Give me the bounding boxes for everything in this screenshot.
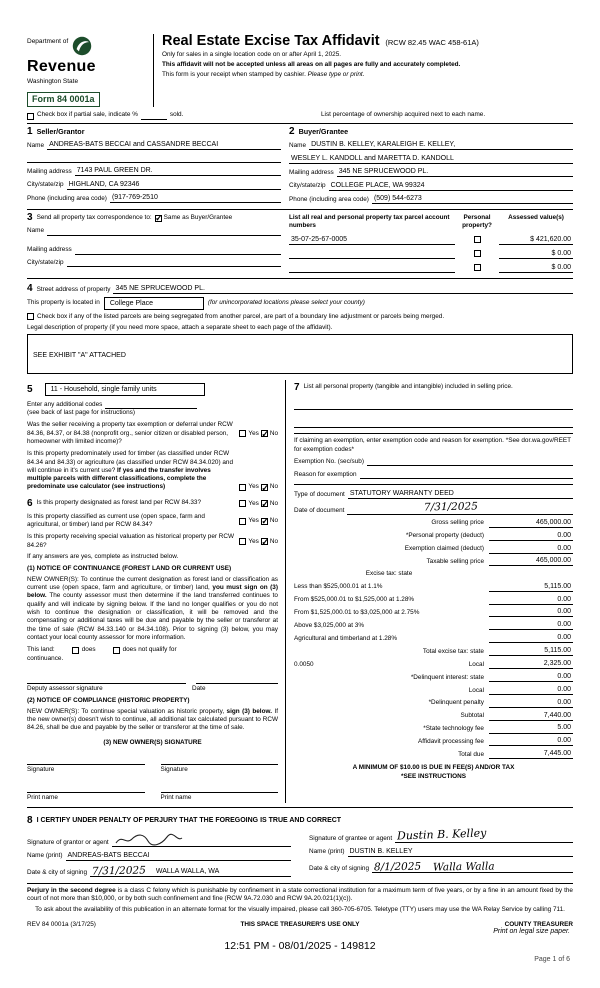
question-forest [27, 499, 278, 509]
send-correspondence-label: Send all property tax correspondence to: [36, 213, 152, 221]
state-technology-fee-value[interactable]: 5.00 [489, 723, 573, 733]
delinquent-penalty-value[interactable]: 0.00 [489, 698, 573, 708]
tax-label: Taxable selling price [426, 558, 484, 566]
timber-question-text [27, 450, 239, 492]
buyer-section [289, 127, 573, 205]
deputy-date-field[interactable] [196, 675, 278, 684]
buyer-mailing-field[interactable]: 345 NE SPRUCEWOOD PL. [337, 167, 573, 177]
agricultural-tax-value[interactable]: 0.00 [489, 633, 573, 643]
minimum-due-note: A MINIMUM OF $10.00 IS DUE IN FEE(S) AND/OR TAX [352, 764, 515, 772]
additional-codes-label: Enter any additional codes [27, 400, 103, 408]
personal-property-checkbox-2[interactable] [474, 250, 481, 257]
perjury-notice [27, 883, 573, 903]
no-label: No [269, 483, 278, 491]
yes-label: Yes [248, 499, 259, 507]
grantee-signature-field[interactable] [395, 826, 573, 843]
grantor-city-text: WALLA WALLA, WA [155, 868, 220, 876]
compliance-text-b: If the new owner(s) doesn't wish to continue, all additional tax calculated pursuant to RCW 84.26, shall be due and payable by the seller or transferor at the time of sale. [27, 707, 278, 732]
form-rcw: (RCW 82.45 WAC 458-61A) [385, 38, 479, 47]
partial-sale-row [27, 111, 573, 123]
parcel-table [289, 213, 573, 273]
tax-label: Subtotal [460, 712, 484, 720]
street-address-label: Street address of property [36, 285, 111, 293]
seller-title: Seller/Grantor [36, 126, 85, 136]
historical-yes-no [239, 533, 278, 550]
date-of-document-handwriting: 7/31/2025 [424, 500, 479, 514]
seller-name-label: Name [27, 141, 45, 149]
buyer-name-field[interactable]: DUSTIN B. KELLEY, KARALEIGH E. KELLEY, [309, 140, 573, 150]
correspondence-left [27, 213, 289, 273]
deputy-assessor-label: Deputy assessor signature [27, 685, 103, 693]
continuance-text-a: NEW OWNER(S): To continue the current designation as forest land or classification as current use (open space, farm and agriculture, or timber) land, [27, 575, 278, 592]
personal-property-intro: List all personal property (tangible and intangible) included in selling price. [303, 383, 513, 391]
tax-label: Total due [458, 750, 484, 758]
personal-property-checkbox-1[interactable] [474, 236, 481, 243]
segregated-checkbox[interactable] [27, 313, 34, 320]
grantor-signing-block [27, 827, 291, 878]
seller-mailing-field[interactable]: 7143 PAUL GREEN DR. [75, 166, 281, 176]
form-title: Real Estate Excise Tax Affidavit [162, 33, 380, 49]
exemption-no-field[interactable] [367, 457, 573, 466]
partial-percent-field[interactable] [141, 112, 167, 120]
no-label: No [269, 537, 278, 545]
grantee-signature-label: Signature of grantee or agent [309, 834, 393, 842]
same-as-buyer-label: Same as Buyer/Grantee [163, 213, 233, 221]
header-note-3a: This form is your receipt when stamped by cashier. [162, 71, 306, 79]
question-historical [27, 533, 278, 550]
new-owner-print-field-1[interactable] [27, 784, 145, 793]
located-in-label: This property is located in [27, 299, 100, 307]
corr-name-label: Name [27, 227, 45, 235]
no-label: No [269, 516, 278, 524]
buyer-name-label: Name [289, 141, 307, 149]
historical-question-text: Is this property receiving special valuation as historical property per RCW 84.26? [27, 533, 235, 549]
current-use-yes-checkbox[interactable] [239, 518, 246, 525]
parcel-row [289, 263, 573, 273]
new-owner-signature-field-1[interactable] [27, 756, 145, 765]
certification-section [27, 813, 573, 878]
corr-city-label: City/state/zip [27, 258, 64, 266]
same-as-buyer-checkbox[interactable] [155, 215, 162, 222]
cashier-stamp: 12:51 PM - 08/01/2025 - 149812 [224, 940, 376, 952]
question-timber [27, 450, 278, 492]
total-due-value[interactable]: 7,445.00 [489, 749, 573, 759]
parcel-row [289, 249, 573, 259]
notice-continuance-heading: (1) NOTICE OF CONTINUANCE (FOREST LAND OR CURRENT USE) [27, 565, 232, 573]
assessed-value-field[interactable]: $ 421,620.00 [499, 235, 573, 245]
date-of-document-label: Date of document [294, 506, 345, 514]
grantor-date-handwriting: 7/31/2025 [91, 864, 146, 878]
forest-no-checkbox[interactable] [261, 500, 268, 507]
revenue-logo-icon [72, 36, 92, 59]
form-header [27, 34, 573, 107]
total-state-excise-value[interactable]: 5,115.00 [489, 646, 573, 656]
ownership-note: List percentage of ownership acquired next to each name. [321, 111, 486, 119]
buyer-phone-field[interactable]: (509) 544-6273 [372, 194, 573, 204]
timber-question-normal: Is this property predominately used for timber (as classified under RCW 84.34 and 84.33) or agriculture (as classified under RCW 84.34.020) and will continue in it's current use? [27, 450, 234, 474]
form-number: Form 84 0001a [27, 92, 100, 108]
if-yes-note: If any answers are yes, complete as instructed below. [27, 553, 179, 561]
new-owner-print-field-2[interactable] [161, 784, 279, 793]
sold-label: sold. [169, 111, 184, 119]
tax-label: Less than $525,000.01 at 1.1% [294, 583, 383, 591]
buyer-phone-label: Phone (including area code) [289, 195, 369, 203]
corr-mailing-label: Mailing address [27, 246, 72, 254]
yes-label: Yes [248, 516, 259, 524]
grantee-name-print-field[interactable]: DUSTIN B. KELLEY [348, 847, 573, 857]
tax-label: *Delinquent penalty [428, 699, 484, 707]
compliance-text-a: NEW OWNER(S): To continue special valuation as historic property, [27, 707, 225, 715]
header-note-3b: Please type or print. [307, 71, 365, 79]
tax-label: *Personal property (deduct) [405, 532, 484, 540]
historical-no-checkbox[interactable] [261, 538, 268, 545]
tax-label: From $1,525,000.01 to $3,025,000 at 2.75% [294, 609, 420, 617]
yes-label: Yes [248, 429, 259, 437]
does-not-checkbox[interactable] [113, 647, 120, 654]
print-footer [0, 926, 600, 986]
additional-codes-field[interactable] [105, 400, 197, 409]
tax-label: Affidavit processing fee [418, 738, 484, 746]
exemption-note: If claiming an exemption, enter exemption code and reason for exemption. *See dor.wa.gov/REET for exemption codes* [294, 437, 571, 453]
timber-question-bold: If yes and the transfer involves multiple parcels with different classifications, complete the predominate use calculator (see instructions) [27, 466, 211, 491]
grantee-date-city-field[interactable] [372, 860, 573, 873]
gross-selling-price-value[interactable]: 465,000.00 [489, 518, 573, 528]
seller-section [27, 127, 289, 205]
perjury-rest: is a class C felony which is punishable by confinement in a state correctional institution for a maximum term of five years, or by a fine in an amount fixed by the court of not more than $10,000, or by both such confinement and fine (RCW 9A.72.030 and RCW 9A.20.021(1)(c)). [27, 886, 573, 903]
timber-yes-no [239, 483, 278, 491]
legal-description-field[interactable]: SEE EXHIBIT "A" ATTACHED [27, 334, 573, 374]
tax-label: Above $3,025,000 at 3% [294, 622, 364, 630]
tier2-tax-value[interactable]: 0.00 [489, 595, 573, 605]
new-owners-signature-heading: (3) NEW OWNER(S) SIGNATURE [103, 738, 202, 746]
exemption-no-checkbox[interactable] [261, 430, 268, 437]
segregated-label: Check box if any of the listed parcels are being segregated from another parcel, are part of a boundary line adjustment or parcels being merged. [37, 313, 445, 321]
seller-mailing-label: Mailing address [27, 167, 72, 175]
grantor-date-city-field[interactable] [90, 864, 291, 877]
tier3-tax-value[interactable]: 0.00 [489, 607, 573, 617]
tax-label: Agricultural and timberland at 1.28% [294, 634, 398, 642]
yes-label: Yes [248, 537, 259, 545]
delinquent-interest-state-value[interactable]: 0.00 [489, 672, 573, 682]
type-of-document-field[interactable]: STATUTORY WARRANTY DEED [348, 489, 573, 499]
this-land-label: This land: [27, 646, 55, 654]
parcel-number-field-3[interactable] [289, 264, 455, 273]
current-use-question-text: Is this property classified as current use (open space, farm and agricultural, or timber) land per RCW 84.34? [27, 512, 205, 529]
certify-statement: I CERTIFY UNDER PENALTY OF PERJURY THAT THE FOREGOING IS TRUE AND CORRECT [36, 817, 342, 825]
tier1-tax-value[interactable]: 5,115.00 [489, 582, 573, 592]
parcel-row [289, 235, 573, 245]
does-not-label: does not qualify for [122, 646, 177, 654]
seller-city-field[interactable]: HIGHLAND, CA 92346 [67, 180, 281, 190]
reason-exemption-label: Reason for exemption [294, 470, 357, 478]
section-6-number: 6 [27, 497, 33, 509]
exemption-claimed-value[interactable]: 0.00 [489, 544, 573, 554]
page-number: Page 1 of 6 [534, 956, 570, 963]
exemption-yes-no [239, 421, 278, 446]
seller-phone-label: Phone (including area code) [27, 194, 107, 202]
tax-label: From $525,000.01 to $1,525,000 at 1.28% [294, 596, 415, 604]
signature-label-2: Signature [160, 766, 188, 774]
grantee-signature-ink: Dustin B. Kelley [396, 826, 487, 843]
no-label: No [269, 499, 278, 507]
form-body [27, 34, 573, 930]
located-note: (for unincorporated locations please select your county) [207, 299, 365, 307]
street-address-field[interactable]: 345 NE SPRUCEWOOD PL. [113, 284, 573, 294]
perjury-bold: Perjury in the second degree [27, 886, 116, 894]
parties-section [27, 124, 573, 211]
question-exemption [27, 421, 278, 446]
agency-name: Revenue [27, 58, 96, 76]
personal-property-field-1[interactable] [294, 401, 573, 410]
parcel-number-field[interactable]: 35-07-25-67-0005 [289, 235, 455, 245]
forest-yes-no [239, 499, 278, 509]
grantor-name-print-label: Name (print) [27, 852, 63, 860]
title-block [153, 34, 573, 107]
personal-property-field-2[interactable] [294, 419, 573, 428]
compliance-text-bold: sign (3) below. [226, 707, 272, 715]
section-7-number: 7 [294, 382, 300, 394]
see-instructions-note: *SEE INSTRUCTIONS [401, 772, 466, 780]
tax-label: Local [468, 660, 484, 668]
buyer-mailing-label: Mailing address [289, 168, 334, 176]
personal-property-checkbox-3[interactable] [474, 264, 481, 271]
section-1-number: 1 [27, 125, 33, 137]
seller-name-field-2[interactable] [27, 154, 281, 163]
treasurer-space-label: THIS SPACE TREASURER'S USE ONLY [240, 921, 360, 929]
timber-yes-checkbox[interactable] [239, 484, 246, 491]
grantor-date-city-label: Date & city of signing [27, 868, 88, 876]
grantee-date-handwriting: 8/1/2025 [373, 860, 422, 874]
local-rate: 0.0050 [294, 660, 314, 668]
deputy-date-label: Date [192, 685, 206, 693]
personal-property-deduct-value[interactable]: 0.00 [489, 531, 573, 541]
tax-label: *State technology fee [423, 725, 484, 733]
yes-label: Yes [248, 483, 259, 491]
continuance-text-bold: you must sign on (3) below. [27, 584, 278, 600]
buyer-name-field-2[interactable]: WESLEY L. KANDOLL and MARETTA D. KANDOLL [289, 154, 573, 164]
exemption-yes-checkbox[interactable] [239, 430, 246, 437]
agency-block [27, 34, 153, 107]
property-section [27, 279, 573, 378]
question-current-use [27, 513, 278, 530]
grantee-name-print-label: Name (print) [309, 848, 345, 856]
buyer-city-label: City/state/zip [289, 182, 326, 190]
header-note-3 [162, 71, 573, 79]
historical-yes-checkbox[interactable] [239, 538, 246, 545]
tax-label: Total excise tax: state [422, 647, 484, 655]
section-8-number: 8 [27, 814, 33, 826]
corr-city-field[interactable] [67, 258, 281, 267]
no-label: No [269, 429, 278, 437]
personal-property-col-header: Personal property? [462, 214, 492, 230]
left-column [27, 380, 285, 802]
excise-tax-state-header: Excise tax: state [365, 570, 413, 578]
current-use-no-checkbox[interactable] [261, 518, 268, 525]
deputy-assessor-signature-field[interactable] [27, 675, 186, 684]
legal-paper-note: Print on legal size paper. [493, 928, 570, 935]
section-3-number: 3 [27, 212, 33, 224]
right-column [285, 380, 573, 802]
subtotal-value[interactable]: 7,440.00 [489, 711, 573, 721]
tax-label: Local [468, 686, 484, 694]
correspondence-section [27, 210, 573, 279]
seller-phone-field[interactable]: (917-769-2510 [110, 193, 281, 203]
location-select[interactable]: College Place [104, 297, 204, 310]
seller-city-label: City/state/zip [27, 181, 64, 189]
notice-compliance-text [27, 708, 278, 733]
does-checkbox[interactable] [72, 647, 79, 654]
tier4-tax-value[interactable]: 0.00 [489, 620, 573, 630]
county-treasurer-label: COUNTY TREASURER [504, 921, 573, 929]
signature-label-1: Signature [27, 766, 55, 774]
notice-continuance-text [27, 576, 278, 643]
print-name-label-1: Print name [27, 794, 58, 802]
continuance-text-b: The county assessor must then determine if the land transferred continues to qualify and will indicate by signing below. If the land no longer qualifies or you do not wish to continue the designation or classification, it will be removed and the compensating or additional taxes will be due and payable by the seller or transferor at the time of sale (RCW 84.33.140 or 84.34.108). Prior to signing (3) below, you may contact your local county assessor for more information. [27, 592, 278, 642]
header-note-2: This affidavit will not be accepted unless all areas on all pages are fully and accurately completed. [162, 61, 461, 69]
exemption-no-label: Exemption No. (sec/sub) [294, 458, 364, 466]
header-note-1: Only for sales in a single location code on or after April 1, 2025. [162, 51, 342, 59]
tax-label: *Delinquent interest: state [410, 673, 484, 681]
additional-codes-note: (see back of last page for instructions) [27, 408, 135, 416]
grantor-name-print-field[interactable]: ANDREAS-BATS BECCAI [66, 851, 291, 861]
use-code-select[interactable]: 11 - Household, single family units [45, 383, 205, 396]
print-name-label-2: Print name [160, 794, 192, 802]
exemption-question-text: Was the seller receiving a property tax exemption or deferral under RCW 84.36, 84.37, or 84.38 (nonprofit org., senior citizen or disabled person, homeowner with limited income)? [27, 421, 233, 445]
new-owner-signature-field-2[interactable] [161, 756, 279, 765]
taxable-selling-price-value[interactable]: 465,000.00 [489, 556, 573, 566]
grantor-signature-label: Signature of grantor or agent [27, 838, 109, 846]
dept-of-label: Department of [27, 38, 69, 45]
forest-yes-checkbox[interactable] [239, 500, 246, 507]
section-2-number: 2 [289, 125, 295, 137]
agency-sub: Washington State [27, 78, 79, 86]
delinquent-interest-local-value[interactable]: 0.00 [489, 685, 573, 695]
tax-label: Exemption claimed (deduct) [404, 545, 484, 553]
type-of-document-label: Type of document [294, 490, 345, 498]
local-tax-value[interactable]: 2,325.00 [489, 659, 573, 669]
middle-columns [27, 380, 573, 807]
alternate-format-note: To ask about the availability of this publication in an alternate format for the visually impaired, please call 360-705-6705. Teletype (TTY) users may use the WA Relay Service by calling 711. [35, 905, 565, 913]
assessed-value-field-2[interactable]: $ 0.00 [499, 249, 573, 259]
parcel-col-header: List all real and personal property tax parcel account numbers [289, 214, 450, 230]
rev-number: REV 84 0001a (3/17/25) [27, 921, 96, 929]
grantee-date-city-label: Date & city of signing [309, 864, 370, 872]
reason-exemption-field[interactable] [360, 470, 573, 479]
buyer-city-field[interactable]: COLLEGE PLACE, WA 99324 [329, 181, 573, 191]
corr-mailing-field[interactable] [75, 246, 281, 255]
partial-sale-label: Check box if partial sale, indicate % [37, 111, 138, 119]
assessed-value-col-header: Assessed value(s) [508, 214, 564, 222]
seller-name-field[interactable]: ANDREAS-BATS BECCAI and CASSANDRE BECCAI [47, 140, 281, 150]
forest-question-text: Is this property designated as forest land per RCW 84.33? [36, 498, 202, 506]
continuance-label: continuance. [27, 654, 64, 662]
affidavit-processing-fee-value[interactable]: 0.00 [489, 736, 573, 746]
grantee-signing-block [309, 827, 573, 878]
section-5-number: 5 [27, 383, 33, 395]
assessed-value-field-3[interactable]: $ 0.00 [499, 263, 573, 273]
grantor-signature-field[interactable] [112, 830, 291, 847]
notice-compliance-heading: (2) NOTICE OF COMPLIANCE (HISTORIC PROPERTY) [27, 697, 190, 705]
grantor-signature-ink [114, 841, 184, 848]
timber-no-checkbox[interactable] [261, 484, 268, 491]
partial-sale-checkbox[interactable] [27, 113, 34, 120]
current-use-yes-no [239, 513, 278, 530]
legal-description-label: Legal description of property (if you need more space, attach a separate sheet to each page of the affidavit). [27, 323, 333, 331]
section-4-number: 4 [27, 283, 33, 295]
buyer-title: Buyer/Grantee [298, 126, 349, 136]
grantee-city-handwriting: Walla Walla [433, 860, 495, 874]
does-label: does [81, 646, 96, 654]
tax-label: Gross selling price [431, 519, 484, 527]
corr-name-field[interactable] [47, 227, 281, 236]
parcel-number-field-2[interactable] [289, 250, 455, 259]
